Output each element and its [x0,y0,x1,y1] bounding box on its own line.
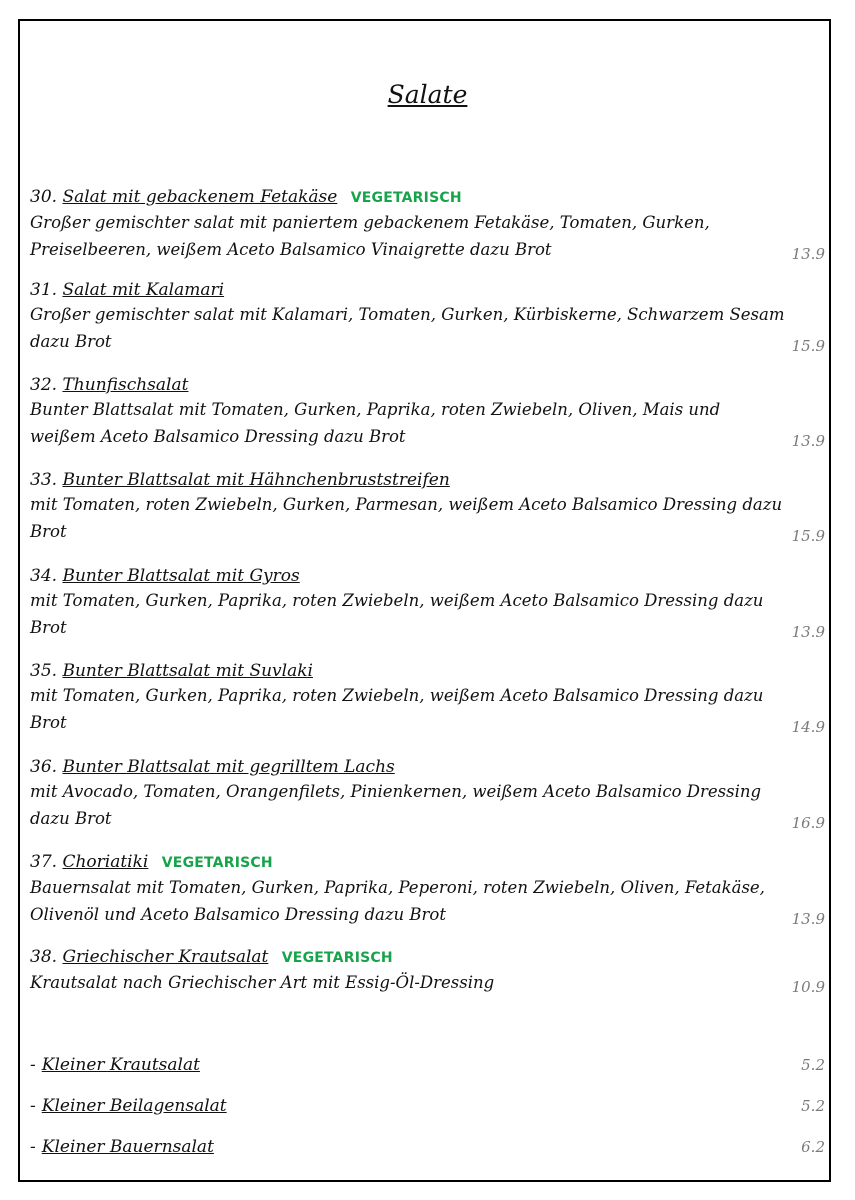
menu-item-35 [30,660,825,736]
item-description: Großer gemischter salat mit paniertem gebackenem Fetakäse, Tomaten, Gurken, Preiselbeeren, weißem Aceto Balsamico Vinaigrette dazu Brot [30,213,710,259]
vegetarian-badge: VEGETARISCH [350,190,462,206]
menu-item-head [30,946,825,969]
side-item-beilagensalat [30,1094,825,1118]
item-price: 15.9 [791,337,825,355]
item-number: 30. [30,187,58,207]
menu-item-30 [30,186,825,263]
item-name: Bunter Blattsalat mit Suvlaki [62,661,313,681]
menu-item-head [30,186,825,209]
item-name: Salat mit gebackenem Fetakäse [62,187,338,207]
side-item-bauernsalat [30,1135,825,1159]
menu-item-37 [30,851,825,928]
item-number: 35. [30,661,58,681]
list-dash: - [30,1137,36,1157]
menu-item-head [30,756,825,778]
side-item-krautsalat [30,1053,825,1077]
vegetarian-badge: VEGETARISCH [281,950,393,966]
list-dash: - [30,1096,36,1116]
menu-item-31 [30,279,825,355]
item-number: 32. [30,375,58,395]
menu-item-head [30,565,825,587]
item-number: 31. [30,280,58,300]
item-description: mit Tomaten, Gurken, Paprika, roten Zwiebeln, weißem Aceto Balsamico Dressing dazu Brot [30,686,764,732]
item-price: 14.9 [791,718,825,736]
vegetarian-badge: VEGETARISCH [161,855,273,871]
item-price: 13.9 [791,623,825,641]
side-item-name: Kleiner Beilagensalat [41,1096,227,1116]
menu-item-head [30,374,825,396]
item-name: Bunter Blattsalat mit Gyros [62,566,300,586]
side-item-price: 5.2 [801,1056,825,1074]
item-description: Bunter Blattsalat mit Tomaten, Gurken, Paprika, roten Zwiebeln, Oliven, Mais und weißem Aceto Balsamico Dressing dazu Brot [30,400,721,446]
menu-item-head [30,660,825,682]
item-price: 13.9 [791,245,825,263]
menu-item-32 [30,374,825,450]
item-description: mit Avocado, Tomaten, Orangenfilets, Pinienkernen, weißem Aceto Balsamico Dressing dazu Brot [30,782,762,828]
menu-item-head [30,279,825,301]
menu-item-head [30,469,825,491]
item-number: 38. [30,947,58,967]
menu-item-36 [30,756,825,832]
page-title: Salate [387,80,468,109]
item-price: 10.9 [791,978,825,996]
item-number: 34. [30,566,58,586]
item-description: mit Tomaten, roten Zwiebeln, Gurken, Parmesan, weißem Aceto Balsamico Dressing dazu Brot [30,495,783,541]
item-number: 33. [30,470,58,490]
item-name: Thunfischsalat [62,375,189,395]
item-price: 13.9 [791,432,825,450]
item-name: Choriatiki [62,852,149,872]
item-name: Bunter Blattsalat mit gegrilltem Lachs [62,757,395,777]
item-description: Großer gemischter salat mit Kalamari, Tomaten, Gurken, Kürbiskerne, Schwarzem Sesam dazu Brot [30,305,785,351]
item-name: Salat mit Kalamari [62,280,225,300]
menu-item-head [30,851,825,874]
item-description: Krautsalat nach Griechischer Art mit Essig-Öl-Dressing [30,973,495,992]
side-item-price: 5.2 [801,1097,825,1115]
item-number: 36. [30,757,58,777]
side-item-price: 6.2 [801,1138,825,1156]
item-description: mit Tomaten, Gurken, Paprika, roten Zwiebeln, weißem Aceto Balsamico Dressing dazu Brot [30,591,764,637]
item-number: 37. [30,852,58,872]
item-price: 13.9 [791,910,825,928]
side-item-name: Kleiner Krautsalat [41,1055,200,1075]
item-name: Bunter Blattsalat mit Hähnchenbruststreifen [62,470,450,490]
item-name: Griechischer Krautsalat [62,947,269,967]
list-dash: - [30,1055,36,1075]
menu-item-38 [30,946,825,996]
menu-item-33 [30,469,825,545]
menu-item-34 [30,565,825,641]
item-price: 16.9 [791,814,825,832]
side-item-name: Kleiner Bauernsalat [41,1137,214,1157]
item-description: Bauernsalat mit Tomaten, Gurken, Paprika, Peperoni, roten Zwiebeln, Oliven, Fetakäse, Olivenöl und Aceto Balsamico Dressing dazu Brot [30,878,765,924]
item-price: 15.9 [791,527,825,545]
